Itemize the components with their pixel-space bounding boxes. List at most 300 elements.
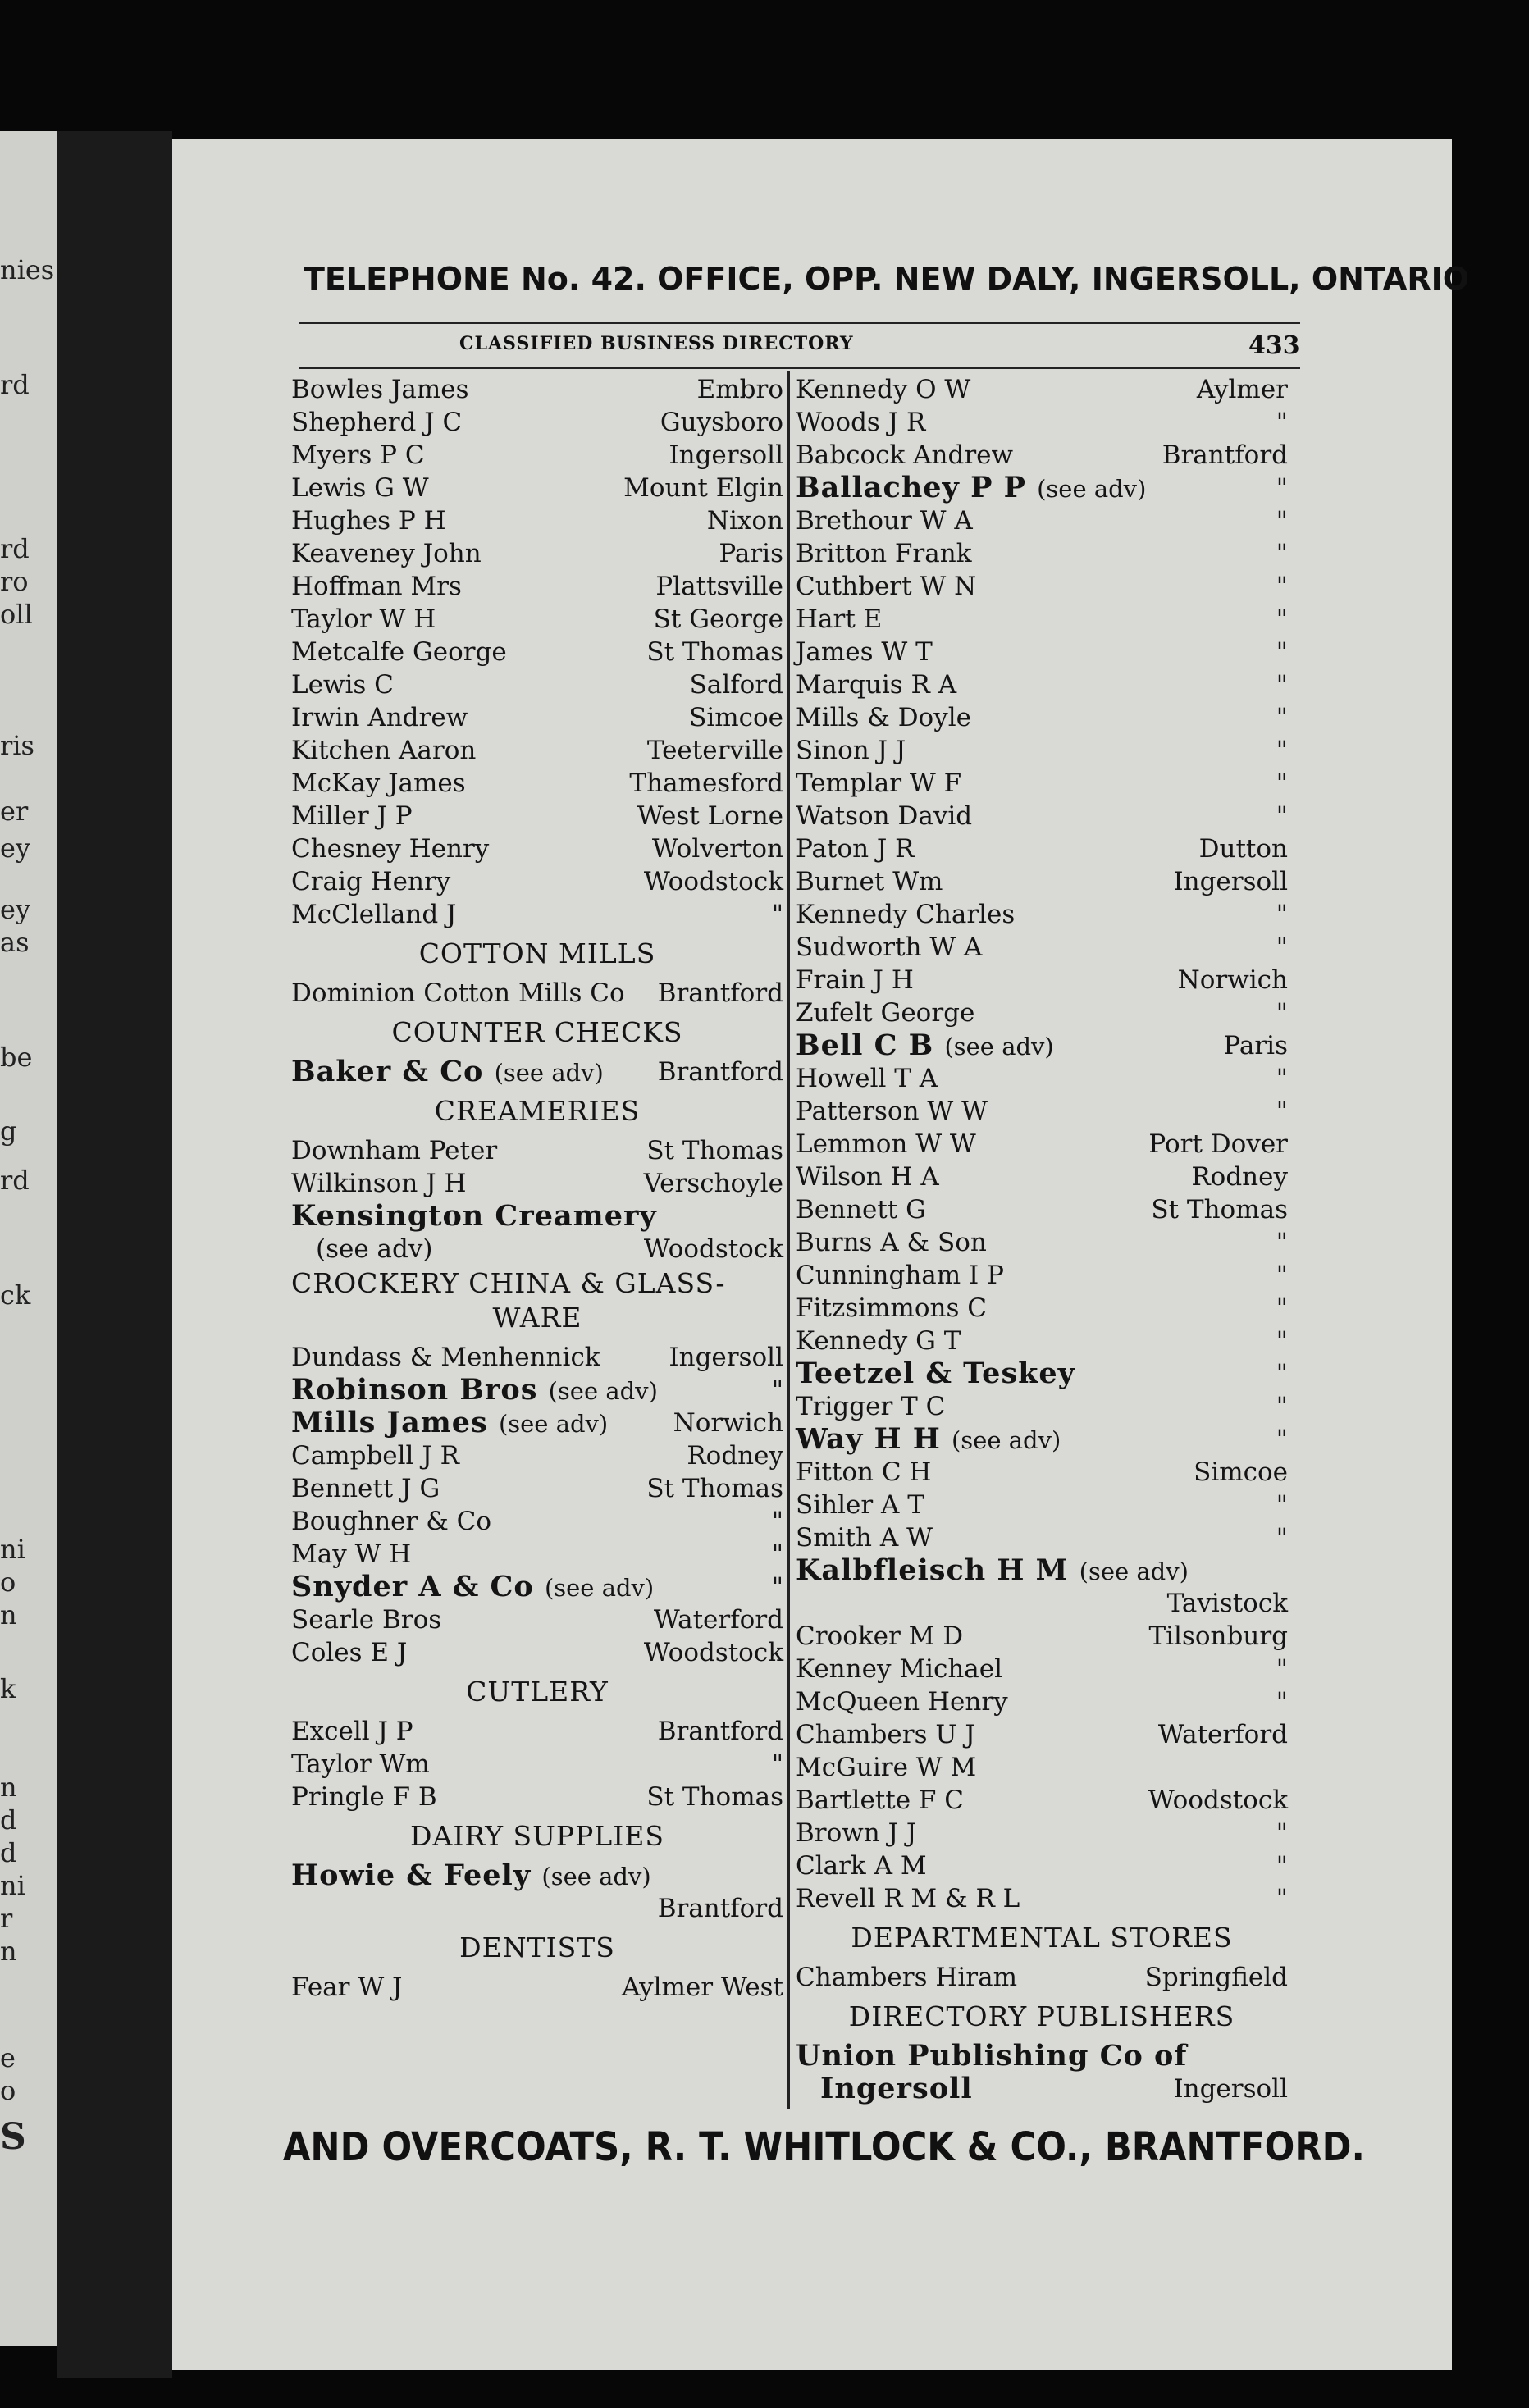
- listing-row: [291, 1781, 783, 1813]
- section-subtitle: CLASSIFIED BUSINESS DIRECTORY: [459, 333, 854, 354]
- listing-name: [796, 439, 1013, 472]
- listing-row: [796, 472, 1288, 504]
- listing-place: Ingersoll: [669, 440, 783, 470]
- listing-row: [796, 1095, 1288, 1128]
- listing-name-text: Baker & Co: [291, 1055, 484, 1088]
- listing-name-text: McQueen Henry: [796, 1687, 1008, 1717]
- listing-name-text: Irwin Andrew: [291, 703, 468, 732]
- listing-name: [291, 734, 476, 767]
- listing-row: [796, 1062, 1288, 1095]
- listing-place: Guysboro: [660, 408, 783, 437]
- listing-place: Teeterville: [646, 736, 783, 765]
- listing-name-text: Mills James: [291, 1406, 488, 1439]
- listing-name: [796, 701, 971, 734]
- listing-place: ": [1276, 1097, 1288, 1126]
- listing-row: [796, 898, 1288, 931]
- listing-row: [291, 1971, 783, 2004]
- listing-row: [796, 1390, 1288, 1423]
- category-heading: DIRECTORY PUBLISHERS: [848, 2000, 1235, 2032]
- column-divider: [787, 371, 790, 2109]
- listing-name-text: Brown J J: [796, 1818, 917, 1848]
- category-heading: WARE: [492, 1302, 582, 1334]
- listing-name-text: Fitton C H: [796, 1457, 932, 1487]
- listing-place: Tavistock: [1166, 1589, 1288, 1618]
- listing-row: [796, 800, 1288, 832]
- listing-name: [291, 865, 450, 898]
- listing-place: ": [1276, 1490, 1288, 1520]
- listing-place: Waterford: [1157, 1720, 1288, 1749]
- listing-place: Ingersoll: [1173, 867, 1288, 896]
- listing-place: ": [1276, 539, 1288, 568]
- listing-row: [291, 1538, 783, 1571]
- listing-place: Verschoyle: [643, 1169, 783, 1198]
- listing-place: ": [1276, 703, 1288, 732]
- listing-place: ": [1276, 572, 1288, 601]
- listing-place: ": [1276, 408, 1288, 437]
- listing-name: [796, 767, 961, 800]
- listing-row: [291, 701, 783, 734]
- listing-name: [796, 865, 943, 898]
- listing-place: ": [1276, 768, 1288, 798]
- listing-name: [796, 1357, 1075, 1390]
- listing-name: [796, 1817, 916, 1849]
- listing-name: [796, 1882, 1020, 1915]
- listing-place: Norwich: [673, 1408, 783, 1438]
- subheader-rule: [299, 367, 1300, 369]
- left-page-text-fragment: ris: [0, 730, 34, 761]
- listing-row: [796, 668, 1288, 701]
- left-page-text-fragment: o: [0, 2075, 16, 2106]
- listing-name-text: Hughes P H: [291, 506, 446, 536]
- listing-name: [796, 668, 956, 701]
- listing-name: [291, 537, 482, 570]
- listing-place: Rodney: [1191, 1162, 1288, 1192]
- listing-row: [796, 2040, 1288, 2073]
- listing-name: [796, 1489, 924, 1521]
- listing-row: [291, 373, 783, 406]
- listing-place: Thamesford: [629, 768, 783, 798]
- listing-row: [796, 767, 1288, 800]
- listing-row: [796, 1489, 1288, 1521]
- left-page-text-fragment: er: [0, 796, 29, 827]
- listing-name-text: Taylor W H: [291, 604, 436, 634]
- listing-place: ": [1276, 604, 1288, 634]
- listing-row: [291, 1439, 783, 1472]
- listing-name-text: Wilkinson J H: [291, 1169, 467, 1198]
- listing-place: West Lorne: [637, 801, 783, 831]
- listing-name: [291, 1167, 467, 1200]
- listing-name-text: James W T: [796, 637, 933, 667]
- listing-row: [291, 570, 783, 603]
- listing-name: [796, 800, 972, 832]
- listing-place: Plattsville: [655, 572, 783, 601]
- listing-name-text: Bennett J G: [291, 1474, 440, 1503]
- listing-name: [796, 1521, 933, 1554]
- listing-place: ": [1276, 1523, 1288, 1553]
- listing-name: [796, 1620, 963, 1653]
- category-heading: COUNTER CHECKS: [391, 1016, 683, 1048]
- listing-name: [291, 1134, 497, 1167]
- listing-place: ": [1276, 1884, 1288, 1913]
- listing-name: [796, 1062, 938, 1095]
- listing-name: [291, 439, 425, 472]
- listing-name: [796, 504, 973, 537]
- listing-row: [796, 1292, 1288, 1325]
- listing-place: Woodstock: [1148, 1785, 1288, 1815]
- listing-name-text: Bennett G: [796, 1195, 926, 1225]
- listing-name-text: Pringle F B: [291, 1782, 437, 1812]
- listing-name-text: Zufelt George: [796, 998, 975, 1028]
- listing-row: [796, 832, 1288, 865]
- listing-place: Simcoe: [689, 703, 783, 732]
- listing-name: [796, 1325, 961, 1357]
- listing-place: ": [771, 900, 783, 929]
- listing-row: [291, 800, 783, 832]
- listing-place: Paris: [719, 539, 783, 568]
- see-adv-note: (see adv): [498, 1410, 609, 1438]
- listing-name-text: Myers P C: [291, 440, 425, 470]
- listing-name-text: Patterson W W: [796, 1097, 988, 1126]
- listing-name: [291, 1472, 440, 1505]
- listing-name: [291, 472, 429, 504]
- listing-row: [796, 1161, 1288, 1193]
- listing-name-text: Teetzel & Teskey: [796, 1357, 1075, 1390]
- listing-name-text: Wilson H A: [796, 1162, 939, 1192]
- listing-name: [291, 603, 436, 636]
- listing-place: ": [1276, 1851, 1288, 1881]
- listing-name: [291, 1439, 459, 1472]
- listing-name: [291, 1636, 407, 1669]
- listing-row: [796, 1226, 1288, 1259]
- listing-row: [796, 636, 1288, 668]
- see-adv-note: (see adv): [494, 1059, 604, 1087]
- listing-name-text: Kitchen Aaron: [291, 736, 477, 765]
- left-page-text-fragment: S: [0, 2116, 26, 2158]
- listing-name: [796, 964, 914, 996]
- listing-row: [796, 1685, 1288, 1718]
- listing-row: [796, 1029, 1288, 1062]
- listing-row: [796, 1128, 1288, 1161]
- listing-name-text: Hart E: [796, 604, 883, 634]
- listing-row: [291, 898, 783, 931]
- listing-row: [291, 1472, 783, 1505]
- listing-name-text: Burnet Wm: [796, 867, 943, 896]
- listing-place: ": [1276, 801, 1288, 831]
- listing-name-text: Kalbfleisch H M: [796, 1553, 1069, 1587]
- listing-place: Waterford: [653, 1605, 783, 1635]
- listing-name-text: Marquis R A: [796, 670, 957, 700]
- listing-name-text: Trigger T C: [796, 1392, 946, 1421]
- listing-row: [796, 1653, 1288, 1685]
- listing-place: St George: [653, 604, 783, 634]
- listing-name-text: Way H H: [796, 1422, 941, 1456]
- listing-place: ": [1276, 637, 1288, 667]
- listing-place: ": [1276, 1654, 1288, 1684]
- left-page-text-fragment: be: [0, 1042, 33, 1073]
- listing-name-text: Revell R M & R L: [796, 1884, 1020, 1913]
- listing-name-text: Robinson Bros: [291, 1373, 538, 1407]
- listing-name-text: Cunningham I P: [796, 1261, 1004, 1290]
- listing-name: [796, 1161, 939, 1193]
- listing-name: [796, 1390, 945, 1423]
- left-page-text-fragment: rd: [0, 369, 30, 400]
- left-page-text-fragment: oll: [0, 599, 33, 630]
- left-page-text-fragment: n: [0, 1772, 17, 1803]
- listing-place: St Thomas: [646, 1782, 783, 1812]
- listing-name-text: Clark A M: [796, 1851, 927, 1881]
- listing-row: [291, 1571, 783, 1603]
- listing-name: [291, 977, 625, 1010]
- listing-row: [796, 1554, 1288, 1587]
- listing-name-text: Paton J R: [796, 834, 915, 864]
- left-page-text-fragment: rd: [0, 533, 30, 564]
- listing-name: [796, 1849, 927, 1882]
- listing-name-text: Boughner & Co: [291, 1507, 492, 1536]
- listing-name-text: Frain J H: [796, 965, 914, 995]
- listing-row: [796, 701, 1288, 734]
- listing-place: Nixon: [706, 506, 783, 536]
- listing-name: Kensington Creamery: [291, 1199, 657, 1233]
- left-page-text-fragment: ni: [0, 1870, 25, 1901]
- listing-name: [796, 570, 976, 603]
- listing-name-text: Cuthbert W N: [796, 572, 977, 601]
- listing-row: [796, 931, 1288, 964]
- listing-name: [796, 1423, 1061, 1457]
- category-heading: DAIRY SUPPLIES: [410, 1820, 664, 1852]
- listing-row: [796, 1751, 1288, 1784]
- listing-name-text: Excell J P: [291, 1717, 413, 1746]
- listing-name: [796, 1226, 987, 1259]
- left-page-text-fragment: g: [0, 1115, 17, 1147]
- left-page-text-fragment: rd: [0, 1165, 30, 1196]
- listing-name: [291, 504, 446, 537]
- listing-row: [796, 1521, 1288, 1554]
- listing-row: [291, 668, 783, 701]
- listing-name-text: Chambers U J: [796, 1720, 975, 1749]
- listing-name: [796, 636, 933, 668]
- left-page-text-fragment: as: [0, 927, 30, 958]
- listing-row: [291, 406, 783, 439]
- listing-name-text: Sinon J J: [796, 736, 906, 765]
- listing-place: Ingersoll: [669, 1343, 783, 1372]
- listing-name: [291, 373, 469, 406]
- listing-row: [291, 1233, 783, 1266]
- listing-row: [796, 439, 1288, 472]
- listing-name-text: Bell C B: [796, 1028, 934, 1062]
- listing-name-text: Crooker M D: [796, 1621, 964, 1651]
- listing-name: [796, 1784, 964, 1817]
- listing-place: ": [1276, 1064, 1288, 1093]
- listing-row: [796, 1882, 1288, 1915]
- listing-name-text: Hoffman Mrs: [291, 572, 462, 601]
- listing-row: [291, 1407, 783, 1439]
- listing-place: Brantford: [657, 1717, 783, 1746]
- listing-row: [291, 832, 783, 865]
- listing-name-text: McClelland J: [291, 900, 457, 929]
- listing-row: [291, 865, 783, 898]
- listing-place: ": [1276, 1818, 1288, 1848]
- listing-name: [796, 1193, 926, 1226]
- listing-row: [291, 734, 783, 767]
- left-column: [291, 373, 783, 2004]
- listing-name: [796, 1653, 1002, 1685]
- listing-name-text: Burns A & Son: [796, 1228, 987, 1257]
- listing-place: ": [1276, 998, 1288, 1028]
- right-column: [796, 373, 1288, 2105]
- listing-row: [796, 1357, 1288, 1390]
- listing-name: [796, 734, 906, 767]
- listing-row: [796, 570, 1288, 603]
- listing-row: [796, 1718, 1288, 1751]
- listing-place: Springfield: [1144, 1963, 1288, 1992]
- listing-row: [796, 1817, 1288, 1849]
- left-page-text-fragment: ey: [0, 894, 31, 925]
- left-page-text-fragment: nies: [0, 254, 55, 285]
- listing-row: [291, 1715, 783, 1748]
- listing-name: [291, 1505, 491, 1538]
- listing-name: [796, 1259, 1004, 1292]
- listing-place: Rodney: [687, 1441, 783, 1471]
- listing-place: St Thomas: [646, 1474, 783, 1503]
- listing-name-text: Babcock Andrew: [796, 440, 1014, 470]
- listing-place: ": [1276, 506, 1288, 536]
- listing-name-text: Miller J P: [291, 801, 413, 831]
- listing-name: [291, 1859, 651, 1893]
- listing-place: ": [771, 1572, 783, 1602]
- listing-place: St Thomas: [646, 637, 783, 667]
- listing-place: St Thomas: [1151, 1195, 1288, 1225]
- category-heading: CREAMERIES: [434, 1095, 641, 1127]
- listing-name-text: Templar W F: [796, 768, 962, 798]
- listing-row: [291, 1374, 783, 1407]
- listing-name: [796, 931, 982, 964]
- listing-name-text: Lewis G W: [291, 473, 429, 503]
- page-number: 433: [1248, 331, 1300, 360]
- listing-place: Woodstock: [643, 867, 783, 896]
- listing-name: [796, 1029, 1054, 1063]
- left-page-text-fragment: ey: [0, 832, 31, 864]
- listing-place: ": [1276, 1392, 1288, 1421]
- see-adv-note: (see adv): [544, 1574, 655, 1602]
- listing-place: ": [1276, 933, 1288, 962]
- listing-name-text: Craig Henry: [291, 867, 451, 896]
- listing-place: ": [1276, 900, 1288, 929]
- listing-name: [291, 832, 489, 865]
- listing-name: [291, 1374, 658, 1407]
- listing-name: [291, 1571, 654, 1604]
- listing-row: [291, 1748, 783, 1781]
- listing-name-text: Metcalfe George: [291, 637, 507, 667]
- listing-row: [291, 1603, 783, 1636]
- adjacent-page-fragment: [0, 131, 57, 2346]
- listing-place: ": [1276, 1425, 1288, 1454]
- listing-name-text: Dominion Cotton Mills Co: [291, 978, 625, 1008]
- listing-name-text: Woods J R: [796, 408, 926, 437]
- see-adv-note: (see adv): [548, 1377, 658, 1405]
- listing-name: [796, 603, 882, 636]
- listing-name: [291, 1407, 608, 1440]
- listing-row: [291, 1859, 783, 1892]
- listing-name: [796, 406, 925, 439]
- listing-name-text: Chambers Hiram: [796, 1963, 1017, 1992]
- listing-row: [796, 373, 1288, 406]
- listing-name: [291, 406, 462, 439]
- listing-name-text: Keaveney John: [291, 539, 482, 568]
- listing-row: [796, 964, 1288, 996]
- listing-name-text: Howell T A: [796, 1064, 938, 1093]
- listing-name-text: Campbell J R: [291, 1441, 459, 1471]
- listing-row: [796, 406, 1288, 439]
- listing-row: [291, 977, 783, 1010]
- listing-name-text: Shepherd J C: [291, 408, 463, 437]
- listing-place: Aylmer West: [621, 1972, 783, 2002]
- listing-row: [796, 1587, 1288, 1620]
- listing-name-text: Bowles James: [291, 375, 469, 404]
- listing-row: [796, 1849, 1288, 1882]
- listing-name: [291, 1056, 604, 1089]
- listing-row: [796, 1193, 1288, 1226]
- listing-name: [291, 1538, 411, 1571]
- listing-place: ": [1276, 1687, 1288, 1717]
- listing-name-text: Taylor Wm: [291, 1749, 430, 1779]
- listing-name-text: Sihler A T: [796, 1490, 924, 1520]
- see-adv-note: (see adv): [316, 1234, 433, 1264]
- listing-place: Port Dover: [1148, 1129, 1288, 1159]
- listing-place: ": [771, 1539, 783, 1569]
- listing-name: Ingersoll: [820, 2072, 973, 2105]
- left-page-text-fragment: o: [0, 1567, 16, 1598]
- listing-name-text: Fitzsimmons C: [796, 1293, 987, 1323]
- listing-name: [796, 1292, 987, 1325]
- listing-name-text: Dundass & Menhennick: [291, 1343, 600, 1372]
- listing-row: [796, 1961, 1288, 1994]
- listing-row: [796, 1456, 1288, 1489]
- listing-row: [291, 1200, 783, 1233]
- listing-name: [291, 668, 394, 701]
- listing-place: Brantford: [657, 1057, 783, 1087]
- listing-row: [796, 734, 1288, 767]
- listing-row: [291, 1134, 783, 1167]
- listing-name: [796, 1718, 975, 1751]
- listing-row: [796, 537, 1288, 570]
- footer-advertisement: AND OVERCOATS, R. T. WHITLOCK & CO., BRANTFORD.: [283, 2124, 1365, 2170]
- listing-name-text: Lemmon W W: [796, 1129, 976, 1159]
- listing-name-text: Coles E J: [291, 1638, 408, 1667]
- listing-place: Woodstock: [643, 1638, 783, 1667]
- listing-name-text: Brethour W A: [796, 506, 973, 536]
- listing-name-text: McGuire W M: [796, 1753, 977, 1782]
- listing-name-text: Lewis C: [291, 670, 394, 700]
- listing-name: [796, 996, 974, 1029]
- listing-place: ": [1276, 736, 1288, 765]
- listing-name: [291, 1781, 437, 1813]
- listing-row: [796, 1325, 1288, 1357]
- listing-row: [291, 472, 783, 504]
- listing-place: Dutton: [1198, 834, 1288, 864]
- listing-name: [796, 472, 1146, 505]
- listing-name: [291, 1715, 413, 1748]
- listing-name: [291, 898, 457, 931]
- listing-place: Wolverton: [651, 834, 783, 864]
- listing-row: [291, 1341, 783, 1374]
- listing-place: Aylmer: [1196, 375, 1288, 404]
- category-heading: CUTLERY: [466, 1676, 609, 1708]
- listing-name-text: Ballachey P P: [796, 471, 1026, 504]
- listing-name-text: Searle Bros: [291, 1605, 442, 1635]
- left-page-text-fragment: k: [0, 1673, 16, 1704]
- listing-name: [291, 767, 466, 800]
- left-page-text-fragment: n: [0, 1936, 17, 1967]
